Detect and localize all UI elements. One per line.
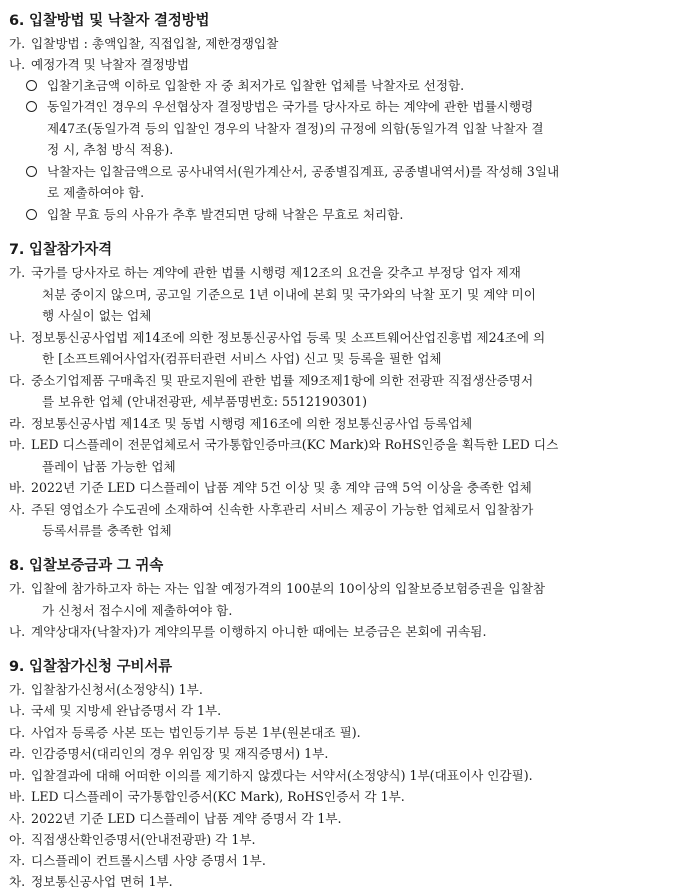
- circle-bullet-icon: [26, 166, 37, 177]
- section-heading: 6. 입찰방법 및 낙찰자 결정방법: [9, 13, 210, 29]
- circle-bullet-icon: [26, 80, 37, 91]
- section-heading: 8. 입찰보증금과 그 귀속: [9, 558, 164, 574]
- circle-bullet-icon: [26, 209, 37, 220]
- section-heading: 7. 입찰참가자격: [9, 242, 112, 258]
- section-heading: 9. 입찰참가신청 구비서류: [9, 659, 172, 675]
- circle-bullet-icon: [26, 101, 37, 112]
- document-page: 6. 입찰방법 및 낙찰자 결정방법 가. 입찰방법 : 총액입찰, 직접입찰, 제한경쟁입찰 나. 예정가격 및 낙찰자 결정방법 입찰기초금액 이하로 입찰한 자 중 최저가로 입찰한 업체를 낙찰자로 선정함. 동일가격인 경우의 우선협상자 결정방법은 국가를 당사자로 하는 계약에 관한 법률시행령 제47조(동일가격 등의 입찰인 경우의 낙찰자 결정)의 규정에 의함(동일가격 입찰 낙찰자 결 정 시, 추첨 방식 적용). 낙찰자는 입찰금액으로 공사내역서(원가계산서, 공종별집계표, 공종별내역서)를 작성해 3일내 로 제출하여야 함. 입찰 무효 등의 사유가 추후 발견되면 당해 낙찰은 무효로 처리함. 7. 입찰참가자격 가. 국가를 당사자로 하는 계약에 관한 법률 시행령 제12조의 요건을 갖추고 부정당 업자 제재 처분 중이지 않으며, 공고일 기준으로 1년 이내에 본회 및 국가와의 낙찰 포기 및 계약 미이 행 사실이 없는 업체 나. 정보통신공사업법 제14조에 의한 정보통신공사업 등록 및 소프트웨어산업진흥법 제24조에 의 한 [소프트웨어사업자(컴퓨터관련 서비스 사업) 신고 및 등록을 필한 업체 다. 중소기업제품 구매촉진 및 판로지원에 관한 법률 제9조제1항에 의한 전광판 직접생산증명서 를 보유한 업체 (안내전광판, 세부품명번호: 5512190301) 라. 정보통신공사법 제14조 및 동법 시행령 제16조에 의한 정보통신공사업 등록업체 마. LED 디스플레이 전문업체로서 국가통합인증마크(KC Mark)와 RoHS인증을 획득한 LED 디스 플레이 납품 가능한 업체 바. 2022년 기준 LED 디스플레이 납품 계약 5건 이상 및 총 계약 금액 5억 이상을 충족한 업체 사. 주된 영업소가 수도권에 소재하여 신속한 사후관리 서비스 제공이 가능한 업체로서 입찰참가 등록서류를 충족한 업체 8. 입찰보증금과 그 귀속 가. 입찰에 참가하고자 하는 자는 입찰 예정가격의 100분의 10이상의 입찰보증보험증권을 입찰참 가 신청서 접수시에 제출하여야 함. 나. 계약상대자(낙찰자)가 계약의무를 이행하지 아니한 때에는 보증금은 본회에 귀속됨. 9. 입찰참가신청 구비서류 가. 입찰참가신청서(소정양식) 1부. 나. 국세 및 지방세 완납증명서 각 1부. 다. 사업자 등록증 사본 또는 법인등기부 등본 1부(원본대조 필). 라. 인감증명서(대리인의 경우 위임장 및 재직증명서) 1부. 마. 입찰결과에 대해 어떠한 이의를 제기하지 않겠다는 서약서(소정양식) 1부(대표이사 인감필). 바. LED 디스플레이 국가통합인증서(KC Mark), RoHS인증서 각 1부. 사. 2022년 기준 LED 디스플레이 납품 계약 증명서 각 1부. 아. 직접생산확인증명서(안내전광판) 각 1부. 자. 디스플레이 컨트롤시스템 사양 증명서 1부. 차. 정보통신공사업 면허 1부.: [0, 0, 700, 895]
